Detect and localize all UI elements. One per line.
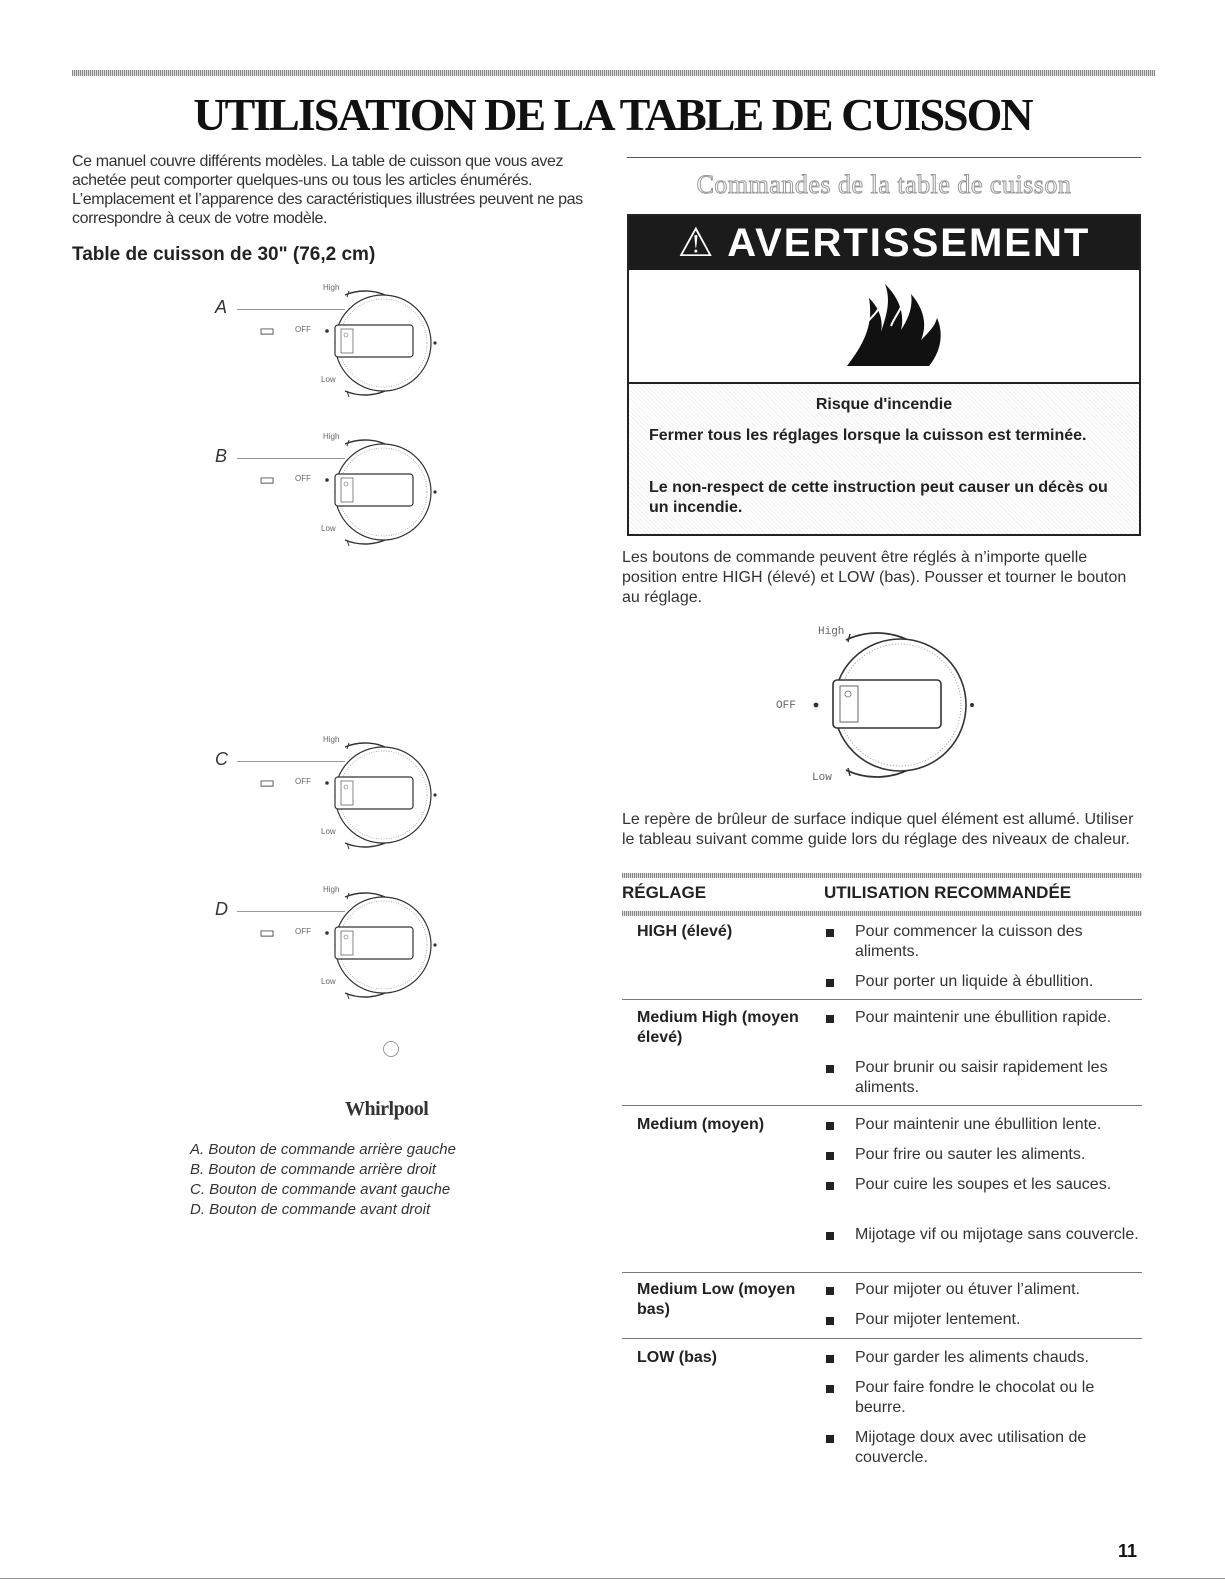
recommended-use: Pour commencer la cuisson des aliments. [855, 923, 1083, 960]
control-knob-diagram [215, 735, 615, 875]
logo-mark-icon [383, 1041, 399, 1057]
warning-image [629, 270, 1139, 384]
off-label: OFF [295, 474, 311, 483]
bullet-icon [826, 1287, 834, 1295]
burner-front-left-icon: ▭ [259, 773, 276, 792]
table-row-rule [622, 999, 1142, 1000]
off-label: OFF [776, 700, 796, 712]
low-label: Low [812, 772, 832, 784]
bullet-icon [826, 1182, 834, 1190]
recommended-use: Pour frire ou sauter les aliments. [855, 1146, 1086, 1163]
burner-paragraph: Le repère de brûleur de surface indique quel élément est allumé. Utiliser le tableau suivant comme guide lors du réglage des niveaux de chaleur. [622, 811, 1134, 848]
warning-consequence: Le non-respect de cette instruction peut causer un décès ou un incendie. [649, 479, 1108, 516]
recommended-use: Mijotage doux avec utilisation de couvercle. [855, 1429, 1087, 1466]
control-knob-diagram [215, 432, 615, 572]
recommended-use: Pour maintenir une ébullition rapide. [855, 1009, 1112, 1026]
low-label: Low [321, 827, 336, 836]
page-number: 11 [1118, 1541, 1138, 1561]
bullet-icon [826, 1355, 834, 1363]
high-label: High [323, 735, 340, 744]
figure-captions [190, 1140, 456, 1220]
section-rule [627, 157, 1141, 158]
setting-name: Medium Low (moyen bas) [637, 1281, 796, 1318]
section-title: Commandes de la table de cuisson [696, 170, 1072, 199]
knob-icon [315, 432, 465, 557]
warning-title: AVERTISSEMENT [727, 221, 1091, 265]
control-knob-diagram [215, 885, 615, 1025]
control-knob-diagram [215, 283, 615, 423]
table-header-use: UTILISATION RECOMMANDÉE [824, 883, 1072, 902]
table-row-rule [622, 1338, 1142, 1339]
fire-icon [629, 270, 1139, 380]
warning-header [629, 216, 1139, 270]
bullet-icon [826, 1122, 834, 1130]
warning-box [627, 214, 1141, 536]
caption-item: A. Bouton de commande arrière gauche [190, 1141, 456, 1158]
recommended-use: Pour faire fondre le chocolat ou le beurre. [855, 1379, 1095, 1416]
bullet-icon [826, 1385, 834, 1393]
table-header-setting: RÉGLAGE [622, 883, 707, 902]
dial-letter: D [215, 899, 228, 919]
table-header-rule [622, 911, 1142, 916]
brand-logo: Whirlpool [345, 1098, 429, 1120]
caption-item: C. Bouton de commande avant gauche [190, 1181, 451, 1198]
bullet-icon [826, 1152, 834, 1160]
recommended-use: Pour mijoter ou étuver l’aliment. [855, 1281, 1080, 1298]
dial-letter: C [215, 749, 228, 769]
setting-name: LOW (bas) [637, 1349, 717, 1366]
caption-item: B. Bouton de commande arrière droit [190, 1161, 436, 1178]
setting-name: Medium High (moyen élevé) [637, 1009, 799, 1046]
off-label: OFF [295, 927, 311, 936]
bullet-icon [826, 1015, 834, 1023]
recommended-use: Pour mijoter lentement. [855, 1311, 1021, 1328]
table-row-rule [622, 1105, 1142, 1106]
low-label: Low [321, 977, 336, 986]
recommended-use: Pour porter un liquide à ébullition. [855, 973, 1094, 990]
dial-letter: B [215, 446, 228, 466]
page-title: UTILISATION DE LA TABLE DE CUISSON [193, 89, 1032, 140]
high-label: High [323, 885, 340, 894]
low-label: Low [321, 524, 336, 533]
warning-header-text [629, 220, 1139, 266]
table-top-rule [622, 873, 1142, 878]
warning-triangle-icon: ⚠ [677, 221, 716, 265]
recommended-use: Pour maintenir une ébullition lente. [855, 1116, 1102, 1133]
bullet-icon [826, 1317, 834, 1325]
low-label: Low [321, 375, 336, 384]
off-label: OFF [295, 777, 311, 786]
recommended-use: Pour garder les aliments chauds. [855, 1349, 1089, 1366]
intro-paragraph: Ce manuel couvre différents modèles. La table de cuisson que vous avez achetée peut comporter quelques-uns ou tous les articles énumérés. L’emplacement et l’apparence des caractéristiques illustrées peuvent ne pas correspondre à ceux de votre modèle. [72, 153, 583, 227]
recommended-use: Mijotage vif ou mijotage sans couvercle. [855, 1226, 1139, 1243]
off-label: OFF [295, 325, 311, 334]
knob-icon [315, 283, 465, 408]
burner-front-right-icon: ▭ [259, 923, 276, 942]
warning-instruction: Fermer tous les réglages lorsque la cuisson est terminée. [649, 427, 1087, 444]
setting-name: HIGH (élevé) [637, 923, 733, 940]
bullet-icon [826, 979, 834, 987]
knob-icon [800, 620, 1000, 790]
large-knob-diagram [770, 620, 1030, 790]
setting-name: Medium (moyen) [637, 1116, 765, 1133]
caption-item: D. Bouton de commande avant droit [190, 1201, 431, 1218]
knob-icon [315, 885, 465, 1010]
high-label: High [818, 626, 845, 638]
top-rule [72, 70, 1155, 76]
bullet-icon [826, 1232, 834, 1240]
cooktop-subheading: Table de cuisson de 30" (76,2 cm) [72, 244, 376, 265]
dial-letter: A [215, 297, 228, 317]
recommended-use: Pour cuire les soupes et les sauces. [855, 1176, 1112, 1193]
burner-rear-left-icon: ▭ [259, 321, 276, 340]
knob-icon [315, 735, 465, 860]
bullet-icon [826, 1435, 834, 1443]
table-row-rule [622, 1272, 1142, 1273]
control-paragraph: Les boutons de commande peuvent être réglés à n’importe quelle position entre HIGH (élevé) et LOW (bas). Pousser et tourner le bouton au réglage. [622, 549, 1127, 606]
bullet-icon [826, 929, 834, 937]
bullet-icon [826, 1065, 834, 1073]
bottom-rule [0, 1578, 1225, 1579]
burner-rear-right-icon: ▭ [259, 470, 276, 489]
warning-subtitle: Risque d'incendie [815, 396, 953, 413]
recommended-use: Pour brunir ou saisir rapidement les aliments. [855, 1059, 1108, 1096]
high-label: High [323, 283, 340, 292]
high-label: High [323, 432, 340, 441]
